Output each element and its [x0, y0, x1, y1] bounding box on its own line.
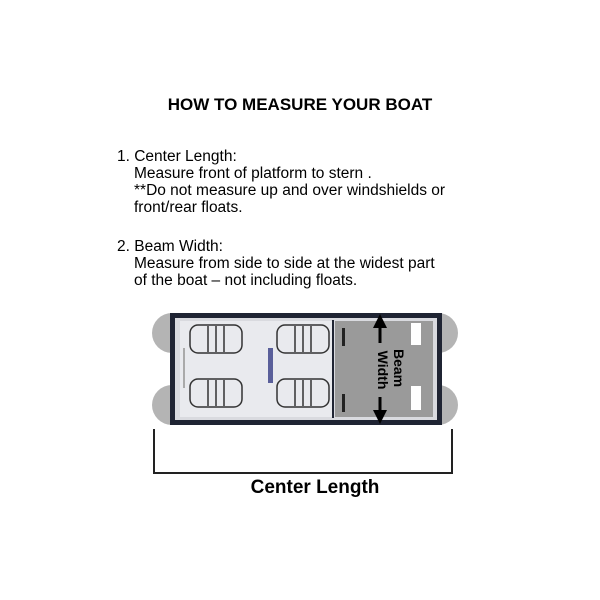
instruction-heading: 2. Beam Width: [117, 238, 223, 255]
page-title: HOW TO MEASURE YOUR BOAT [167, 95, 433, 114]
beam-label: Beam [391, 348, 407, 388]
center-length-bracket [154, 429, 452, 474]
instruction-line: Measure from side to side at the widest part [134, 255, 435, 272]
instruction-line: **Do not measure up and over windshields or [134, 182, 446, 199]
svg-text:Beam Width [375, 349, 407, 391]
width-label: Width [375, 350, 391, 390]
center-length-label: Center Length [250, 477, 380, 498]
seating-deck [180, 321, 332, 417]
instruction-heading: 1. Center Length: [117, 148, 237, 165]
instruction-line: Measure front of platform to stern . [134, 165, 372, 182]
instruction-line: of the boat – not including floats. [134, 272, 358, 289]
instruction-line: front/rear floats. [134, 199, 243, 216]
console [268, 348, 273, 383]
